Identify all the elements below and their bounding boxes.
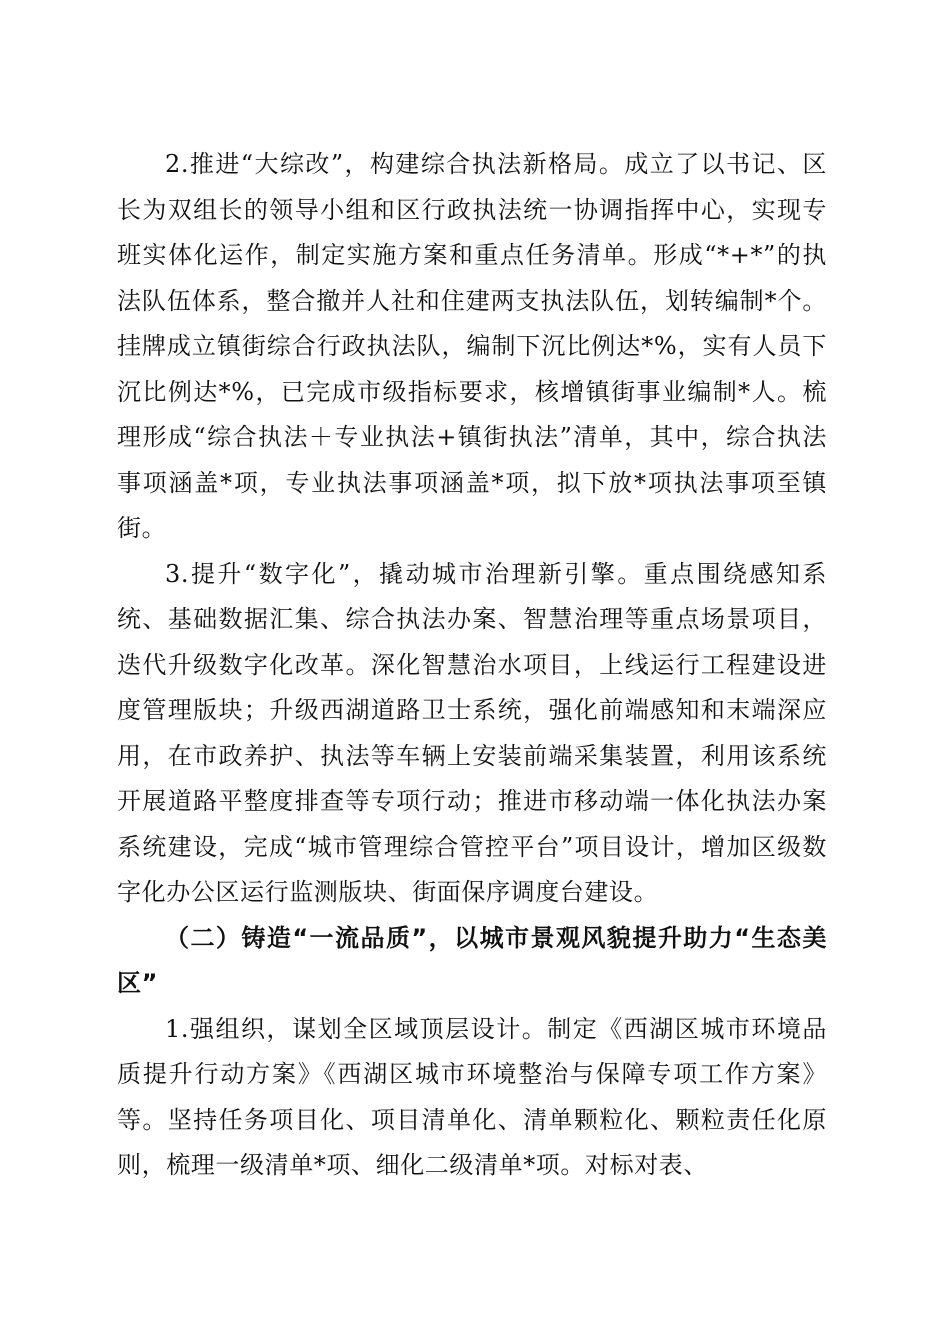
document-body [117,142,827,1189]
paragraph-item-3: 3.提升“数字化”，撬动城市治理新引擎。重点围绕感知系统、基础数据汇集、综合执法办案、智慧治理等重点场景项目，迭代升级数字化改革。深化智慧治水项目，上线运行工程建设进度管理版块；升级西湖道路卫士系统，强化前端感知和末端深应用，在市政养护、执法等车辆上安装前端采集装置，利用该系统开展道路平整度排查等专项行动；推进市移动端一体化执法办案系统建设，完成“城市管理综合管控平台”项目设计，增加区级数字化办公区运行监测版块、街面保序调度台建设。 [117,559,827,906]
section-heading: （二）铸造“一流品质”，以城市景观风貌提升助力“生态美区” [117,923,827,997]
paragraph-item-1: 1.强组织，谋划全区域顶层设计。制定《西湖区城市环境品质提升行动方案》《西湖区城市环境整治与保障专项工作方案》等。坚持任务项目化、项目清单化、清单颗粒化、颗粒责任化原则，梳理一级清单*项、细化二级清单*项。对标对表、 [117,1014,827,1179]
paragraph-item-2: 2.推进“大综改”，构建综合执法新格局。成立了以书记、区长为双组长的领导小组和区行政执法统一协调指挥中心，实现专班实体化运作，制定实施方案和重点任务清单。形成“*+*”的执法队伍体系，整合撤并人社和住建两支执法队伍，划转编制*个。挂牌成立镇街综合行政执法队，编制下沉比例达*%，实有人员下沉比例达*%，已完成市级指标要求，核增镇街事业编制*人。梳理形成“综合执法＋专业执法+镇街执法”清单，其中，综合执法事项涵盖*项，专业执法事项涵盖*项，拟下放*项执法事项至镇街。 [117,150,827,542]
